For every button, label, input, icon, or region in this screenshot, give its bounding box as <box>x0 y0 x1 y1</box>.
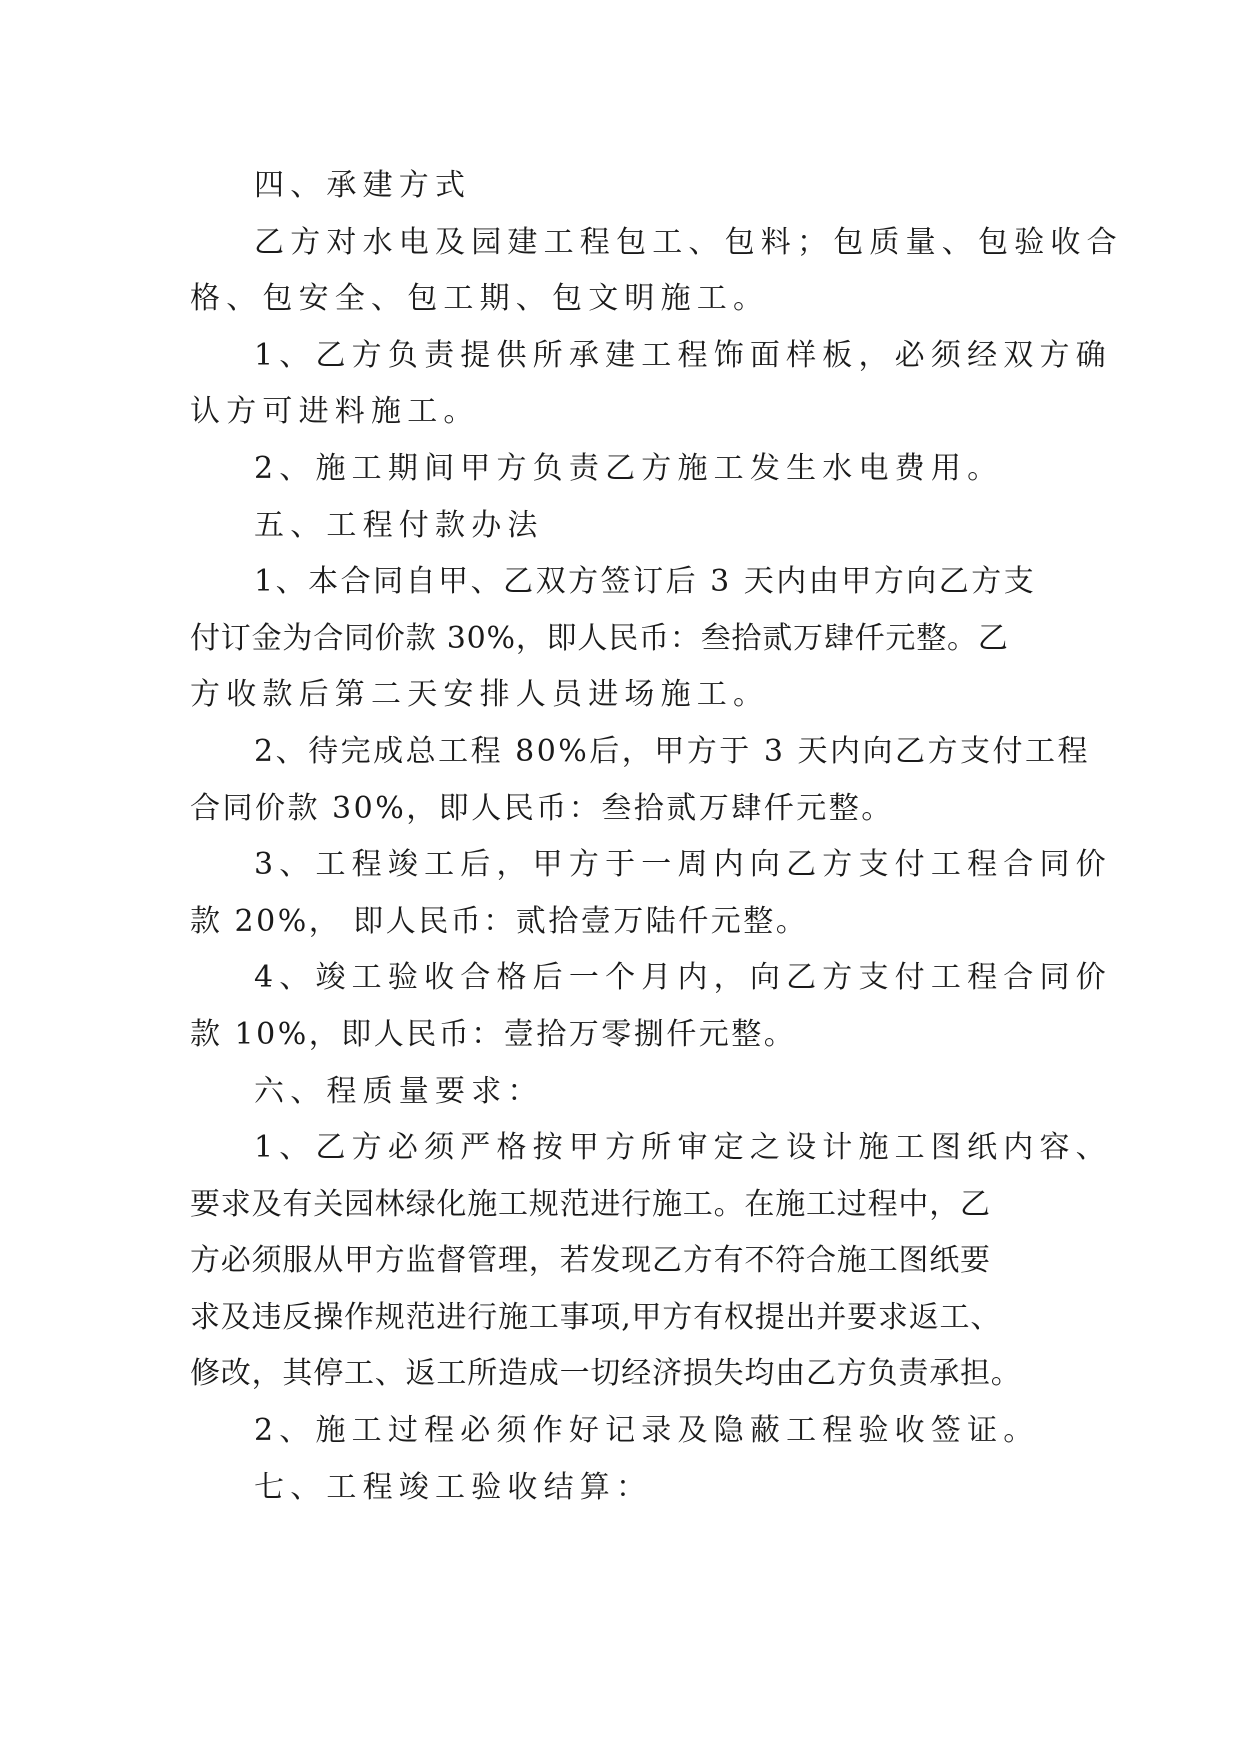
paragraph-line: 认方可进料施工。 <box>190 394 480 430</box>
paragraph-line: 1、乙方必须严格按甲方所审定之设计施工图纸内容、 <box>254 1130 1112 1166</box>
paragraph-line: 要求及有关园林绿化施工规范进行施工。在施工过程中，乙 <box>190 1186 991 1222</box>
paragraph-line: 合同价款 30%，即人民币：叁拾贰万肆仟元整。 <box>190 790 894 826</box>
paragraph-line: 1、乙方负责提供所承建工程饰面样板，必须经双方确 <box>254 337 1112 373</box>
paragraph-line: 方必须服从甲方监督管理，若发现乙方有不符合施工图纸要 <box>190 1243 991 1279</box>
paragraph-line: 2、待完成总工程 80%后，甲方于 3 天内向乙方支付工程 <box>254 733 1090 769</box>
paragraph-line: 付订金为合同价款 30%，即人民币：叁拾贰万肆仟元整。乙 <box>190 620 1009 656</box>
paragraph-line: 格、包安全、包工期、包文明施工。 <box>190 281 770 317</box>
paragraph-line: 款 10%，即人民币：壹拾万零捌仟元整。 <box>190 1016 797 1052</box>
document-body <box>190 158 1123 1516</box>
paragraph-line: 2、施工期间甲方负责乙方施工发生水电费用。 <box>254 450 1004 486</box>
paragraph-line: 求及违反操作规范进行施工事项,甲方有权提出并要求返工、 <box>190 1299 1002 1335</box>
paragraph-line: 3、工程竣工后，甲方于一周内向乙方支付工程合同价 <box>254 847 1112 883</box>
paragraph-line: 4、竣工验收合格后一个月内，向乙方支付工程合同价 <box>254 960 1112 996</box>
section-heading-7: 七、工程竣工验收结算： <box>254 1469 653 1505</box>
paragraph-line: 1、本合同自甲、乙双方签订后 3 天内由甲方向乙方支 <box>254 564 1037 600</box>
section-heading-4: 四、承建方式 <box>254 168 472 203</box>
paragraph-line: 方收款后第二天安排人员进场施工。 <box>190 677 770 713</box>
paragraph-line: 乙方对水电及园建工程包工、包料；包质量、包验收合 <box>254 224 1123 260</box>
section-heading-6: 六、程质量要求： <box>254 1073 544 1109</box>
paragraph-line: 2、施工过程必须作好记录及隐蔽工程验收签证。 <box>254 1413 1040 1449</box>
paragraph-line: 修改，其停工、返工所造成一切经济损失均由乙方负责承担。 <box>190 1356 1022 1392</box>
section-heading-5: 五、工程付款办法 <box>254 507 544 543</box>
paragraph-line: 款 20%， 即人民币：贰拾壹万陆仟元整。 <box>190 903 809 939</box>
